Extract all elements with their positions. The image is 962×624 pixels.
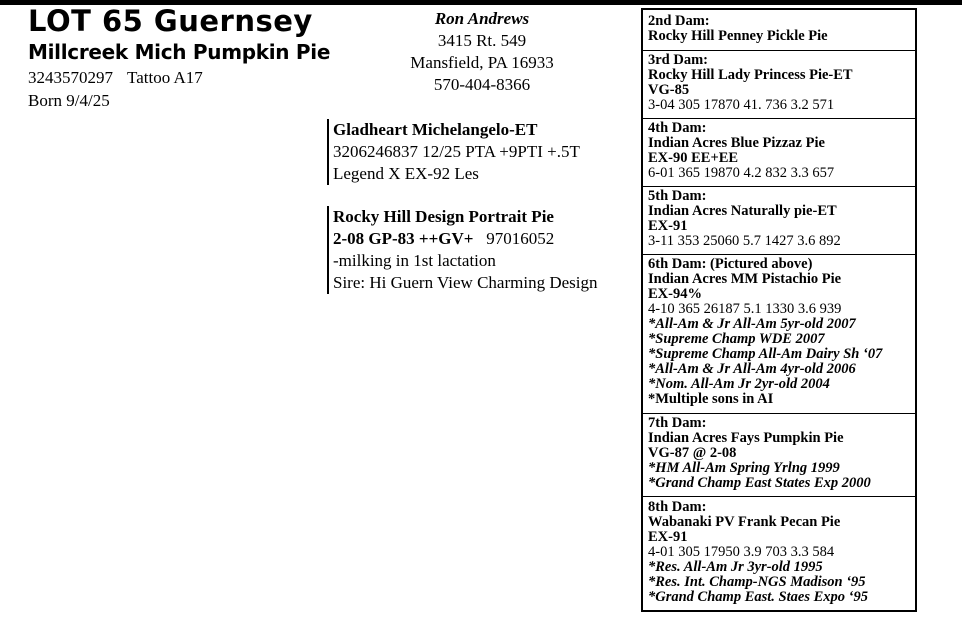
registration-number: 3243570297 bbox=[28, 68, 113, 87]
sire-name: Gladheart Michelangelo-ET bbox=[333, 120, 538, 139]
dam-entry-record: 4-10 365 26187 5.1 1330 3.6 939 bbox=[648, 301, 842, 317]
dam-entry-classification: EX-91 bbox=[648, 218, 688, 234]
dam-entry-name: Rocky Hill Penney Pickle Pie bbox=[648, 28, 828, 44]
owner-block bbox=[382, 8, 582, 96]
dam-label: 4th Dam: bbox=[648, 120, 707, 136]
dam-entry-note: *Supreme Champ All-Am Dairy Sh ‘07 bbox=[648, 346, 883, 362]
dam-label: 6th Dam: (Pictured above) bbox=[648, 256, 813, 272]
maternal-line-box bbox=[641, 8, 917, 612]
divider bbox=[643, 254, 915, 255]
dam-label: 3rd Dam: bbox=[648, 52, 709, 68]
dam-entry-note: *All-Am & Jr All-Am 4yr-old 2006 bbox=[648, 361, 856, 377]
dam-entry-classification: EX-90 EE+EE bbox=[648, 150, 739, 166]
dam-entry-note: *Res. Int. Champ-NGS Madison ‘95 bbox=[648, 574, 866, 590]
dam-registration: 97016052 bbox=[486, 229, 555, 248]
divider bbox=[643, 496, 915, 497]
sire-pedigree: Legend X EX-92 Les bbox=[333, 164, 479, 183]
dam-label: 2nd Dam: bbox=[648, 13, 710, 29]
dam-entry-7th bbox=[648, 416, 914, 491]
sire-block bbox=[327, 119, 580, 185]
dam-entry-3rd bbox=[648, 53, 914, 113]
dam-label: 8th Dam: bbox=[648, 499, 707, 515]
dam-entry-2nd bbox=[648, 14, 914, 44]
dam-entry-note: *HM All-Am Spring Yrlng 1999 bbox=[648, 460, 840, 476]
dam-entry-note: *Nom. All-Am Jr 2yr-old 2004 bbox=[648, 376, 830, 392]
dam-classification: 2-08 GP-83 ++GV+ bbox=[333, 229, 474, 248]
dam-note: -milking in 1st lactation bbox=[333, 251, 496, 270]
dam-class-line bbox=[333, 228, 598, 250]
tattoo: Tattoo A17 bbox=[127, 68, 203, 87]
dam-block bbox=[327, 206, 598, 294]
dam-entry-4th bbox=[648, 121, 914, 181]
dam-entry-name: Indian Acres Fays Pumpkin Pie bbox=[648, 430, 844, 446]
dam-entry-note: *Grand Champ East States Exp 2000 bbox=[648, 475, 871, 491]
dam-entry-note: *Grand Champ East. Staes Expo ‘95 bbox=[648, 589, 868, 605]
dam-sire: Sire: Hi Guern View Charming Design bbox=[333, 273, 598, 292]
divider bbox=[643, 413, 915, 414]
dam-entry-classification: EX-94% bbox=[648, 286, 702, 302]
dam-entry-5th bbox=[648, 189, 914, 249]
dam-entry-classification: VG-87 @ 2-08 bbox=[648, 445, 737, 461]
dam-entry-note: *Res. All-Am Jr 3yr-old 1995 bbox=[648, 559, 823, 575]
dam-entry-note: *Supreme Champ WDE 2007 bbox=[648, 331, 825, 347]
dam-entry-name: Indian Acres Naturally pie-ET bbox=[648, 203, 837, 219]
dam-entry-name: Indian Acres MM Pistachio Pie bbox=[648, 271, 842, 287]
owner-address-line2: Mansfield, PA 16933 bbox=[410, 53, 554, 72]
dam-entry-note: *All-Am & Jr All-Am 5yr-old 2007 bbox=[648, 316, 856, 332]
sire-info: 3206246837 12/25 PTA +9PTI +.5T bbox=[333, 142, 580, 161]
dam-entry-classification: VG-85 bbox=[648, 82, 690, 98]
dam-entry-name: Wabanaki PV Frank Pecan Pie bbox=[648, 514, 841, 530]
dam-entry-record: 4-01 305 17950 3.9 703 3.3 584 bbox=[648, 544, 835, 560]
dam-entry-record: 3-04 305 17870 41. 736 3.2 571 bbox=[648, 97, 835, 113]
dam-entry-record: 6-01 365 19870 4.2 832 3.3 657 bbox=[648, 165, 835, 181]
dam-entry-classification: EX-91 bbox=[648, 529, 688, 545]
divider bbox=[643, 118, 915, 119]
owner-name: Ron Andrews bbox=[434, 9, 530, 28]
owner-phone: 570-404-8366 bbox=[433, 75, 531, 94]
dam-entry-record: 3-11 353 25060 5.7 1427 3.6 892 bbox=[648, 233, 841, 249]
divider bbox=[643, 186, 915, 187]
registration-line bbox=[28, 68, 203, 88]
birth-date: Born 9/4/25 bbox=[28, 91, 110, 110]
divider bbox=[643, 50, 915, 51]
lot-title: LOT 65 Guernsey bbox=[28, 4, 313, 38]
dam-entry-name: Rocky Hill Lady Princess Pie-ET bbox=[648, 67, 853, 83]
dam-label: 5th Dam: bbox=[648, 188, 707, 204]
owner-address-line1: 3415 Rt. 549 bbox=[437, 31, 527, 50]
dam-entry-note: *Multiple sons in AI bbox=[648, 391, 774, 407]
dam-entry-name: Indian Acres Blue Pizzaz Pie bbox=[648, 135, 825, 151]
dam-label: 7th Dam: bbox=[648, 415, 707, 431]
dam-name: Rocky Hill Design Portrait Pie bbox=[333, 207, 554, 226]
dam-entry-8th bbox=[648, 500, 914, 605]
dam-entry-6th bbox=[648, 257, 914, 407]
cow-name: Millcreek Mich Pumpkin Pie bbox=[28, 40, 331, 64]
